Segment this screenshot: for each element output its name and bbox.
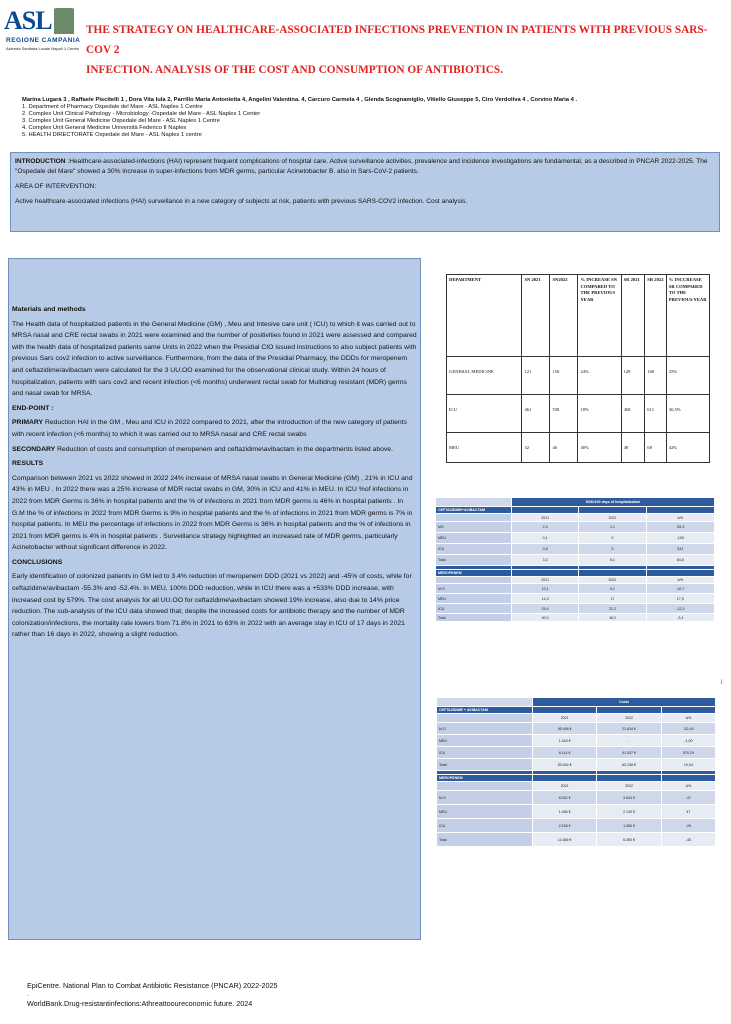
table-cell: 19,04 <box>661 759 715 771</box>
table-cell: MEU <box>436 533 512 544</box>
table-cell: 3.634 € <box>597 791 661 805</box>
table-cell: Total <box>437 759 533 771</box>
secondary-paragraph <box>12 444 417 456</box>
logo-azienda-text: Azienda Sanitaria Locale Napoli 1 Centro <box>6 46 80 51</box>
asl-logo <box>4 6 81 60</box>
table-row <box>447 433 710 463</box>
table-cell: 2021 <box>533 782 597 791</box>
table-cell: 48 <box>621 433 645 463</box>
conclusions-text: Early identification of colonized patients in GM led to 3.4% reduction of meropenem DDD (2021 vs 2022) and -45% of costs, while for ceftazidime/avibactam -55.3% and -52.4%. In MEU, 100% DDD reduction, while in ICU there was a +533% DDD increase, with increased cost by 579%. The cost analysis for all UU.OO for ceftazidime\avibactam showed 19% increase, also due to 14% price reduction. The sub-analysis of the ICU data showed that, despite the increased costs for antibiotic therapy and the number of MDR colonization/infections, the mortality rate lowers from 71.8% in 2021 to 63% in 2022 with an average stay in ICU of 17 days in 2021 rather than 16 days in 2022, showing a slight reduction. <box>12 573 412 639</box>
ddd-table <box>435 497 715 622</box>
table-cell: 22,2 <box>579 604 646 614</box>
main-column <box>8 258 421 940</box>
table-cell: 68 <box>645 433 667 463</box>
table-cell: 2021 <box>512 577 579 584</box>
table-cell: Total <box>436 614 512 622</box>
table-cell: -10,7 <box>646 584 714 594</box>
table-row <box>436 514 715 522</box>
cost-table <box>436 697 716 847</box>
table-cell: ICU <box>436 604 512 614</box>
table-row <box>436 614 715 622</box>
table-cell: -47 <box>661 791 715 805</box>
intro-text: :Healthcare-associated-infections (HAI) represent frequent complications of hospital care. Active surveillance activities, prevalence and incidence investigations are fundamental, as a described in PNCAR 2022-2025. The "Ospedale del Mare" showed a 30% increase in super-infections from MDR germs, particular Acinetobacter B. also in Sars-CoV-2 patients. <box>15 158 708 175</box>
table-cell: 63.158 € <box>597 759 661 771</box>
table-cell: M.G <box>437 791 533 805</box>
table-row <box>437 819 716 833</box>
primary-paragraph <box>12 417 417 440</box>
table-cell: 40% <box>578 433 621 463</box>
table-cell: 1.443 € <box>533 735 597 747</box>
table-cell: -52,49 <box>661 723 715 735</box>
table-row <box>437 747 716 759</box>
table-cell: 42% <box>666 433 709 463</box>
table-row <box>437 714 716 723</box>
table-cell: 2.139 € <box>597 805 661 819</box>
table-header-cell: % INCCREASE SR COMPARED TO THE PREVIOUS YEAR <box>666 275 709 357</box>
table-cell: -3,4 <box>646 614 714 622</box>
table-cell: 14,3 <box>512 594 579 604</box>
table-cell: 160 <box>645 357 667 395</box>
table-cell: 2.158 € <box>533 819 597 833</box>
table-cell: 533 <box>646 544 714 555</box>
table-cell: 1.586 € <box>597 819 661 833</box>
table-cell: 2022 <box>597 714 661 723</box>
table-cell: MG <box>436 522 512 533</box>
ddd-group-row <box>436 570 715 577</box>
table-cell: 2021 <box>533 714 597 723</box>
table-cell: 128 <box>621 357 645 395</box>
table-row <box>447 395 710 433</box>
table-header-cell: DEPARTMENT <box>447 275 522 357</box>
table-row <box>447 357 710 395</box>
table-cell: 18% <box>578 395 621 433</box>
table-cell: - <box>597 735 661 747</box>
table-cell: MEU <box>447 433 522 463</box>
table-header-cell: SN 2021 <box>522 275 550 357</box>
table-cell: 6.114 € <box>533 747 597 759</box>
table-cell: 21.634 € <box>597 723 661 735</box>
area-label: AREA OF INTERVENTION: <box>15 183 97 190</box>
conclusions-title: CONCLUSIONS <box>12 558 63 566</box>
table-cell: 0,1 <box>512 533 579 544</box>
table-cell: 41.537 € <box>597 747 661 759</box>
results-text: Comparison between 2021 vs 2022 showed in 2022 24% increase of MRSA nasal swabs in General Medicine (GM) , 21% in ICU and 43% in MEU . In 2022 there was a 25% increase of MDR rectal swabs in GM, 30% in ICU and 41% in MEU. In ICU %of infections in 2022 from MDR Germs is 36% in hospital patients and the % of infections in 2021 from MDR germs is 46% in hospital patients . In G.M the % of infections in 2022 from MDR Germs is 9% in hospital patients and the % of infections in 2021 from MDR germs is 7% in hospital patients. In MEU the percentage of infections in 2022 from MDR Germs is 36% in hospital patients and the % of infections in 2021 from MDR germs is 4% in hospital patients . Surveillance strategy highlighted an increased rate of MDR germs, particularly Acinetobacter without significant difference in 2022. <box>12 474 413 552</box>
affiliation: 3. Complex Unit General Medicine Ospedale del Mare - ASL Naples 1 Centre <box>22 117 220 124</box>
table-cell: MEU <box>437 805 533 819</box>
ddd-group-name: CEFTAZIDIME+AVIBACTAM <box>436 507 512 514</box>
reference-separator: . <box>27 992 29 998</box>
table-cell: 558 <box>550 395 578 433</box>
intro-paragraph <box>15 157 715 177</box>
results-title: RESULTS <box>12 460 44 468</box>
cost-group-name: CEFTAZIDIME + AVIBACTAM <box>437 707 533 714</box>
department-table <box>446 274 710 463</box>
logo-asl-text: ASL <box>4 6 52 35</box>
cost-table-title: Costs <box>533 698 716 707</box>
methods-title: Materials and methods <box>12 306 86 313</box>
table-cell: 10,1 <box>512 584 579 594</box>
affiliation: 4. Complex Unit General Medicine Università Federico II Naples <box>22 124 187 131</box>
table-row <box>437 833 716 847</box>
table-row <box>437 723 716 735</box>
table-cell: 3,3 <box>512 555 579 566</box>
cost-title-row <box>437 698 716 707</box>
table-cell: Δ% <box>646 514 714 522</box>
ddd-group-row <box>436 507 715 514</box>
table-header-cell: SR 2022 <box>645 275 667 357</box>
table-cell: ICU <box>436 544 512 555</box>
table-header-row <box>447 275 710 357</box>
table-header-cell: SR 2021 <box>621 275 645 357</box>
secondary-label: SECONDARY <box>12 445 56 453</box>
table-cell: 32 <box>522 433 550 463</box>
table-cell: M.G <box>437 723 533 735</box>
table-cell: 121 <box>522 357 550 395</box>
logo-tower-icon <box>54 8 74 34</box>
endpoint-title: END-POINT : <box>12 404 54 412</box>
author-names: Marina Lugarà 3 , Raffaele Piscitelli 1 , Dora Vita Iula 2, Parrillo Maria Antonietta 4, Angelini Valentina. 4, Carcuro Carmela 4 , Glenda Scognamiglio, Vitiello Giuseppe 5, Ciro Verdoliva 4 , Corvino Maria 4 . <box>22 97 578 103</box>
table-cell: 5 <box>579 544 646 555</box>
table-cell: GENERAL MEDICINE <box>447 357 522 395</box>
ddd-title-row <box>436 498 715 507</box>
affiliation: 5. HEALTH DIRECTORATE Ospedale del Mare - ASL Naples 1 centre <box>22 131 202 138</box>
table-cell: -55,3 <box>646 522 714 533</box>
table-cell: 2021 <box>512 514 579 522</box>
table-cell: 150 <box>550 357 578 395</box>
table-row <box>436 594 715 604</box>
table-cell: 2022 <box>579 577 646 584</box>
table-row <box>436 544 715 555</box>
table-cell: 579,29 <box>661 747 715 759</box>
table-cell: 461 <box>522 395 550 433</box>
ddd-table-title: DDD/100 days of hospitalization <box>512 498 715 507</box>
table-cell: 48,3 <box>579 614 646 622</box>
table-cell: 0 <box>579 533 646 544</box>
table-cell: 45.498 € <box>533 723 597 735</box>
table-cell: 24% <box>578 357 621 395</box>
table-cell: 47 <box>661 805 715 819</box>
table-cell: Total <box>437 833 533 847</box>
reference-item: WorldBank.Drug-resistantinfections:Athreattooureconomic future. 2024 <box>27 999 253 1008</box>
table-cell: 8.052 € <box>533 791 597 805</box>
table-cell: 2,4 <box>512 522 579 533</box>
cost-group-row <box>437 775 716 782</box>
table-header-cell: % INCREASE SN COMPARED TO THE PREVIOUS YEAR <box>578 275 621 357</box>
table-cell: Total <box>436 555 512 566</box>
intro-label: INTRODUCTION <box>15 158 66 165</box>
authors-block <box>22 97 712 138</box>
table-cell: 30,5% <box>666 395 709 433</box>
table-row <box>436 577 715 584</box>
table-cell: 25% <box>666 357 709 395</box>
table-cell: M.G <box>436 584 512 594</box>
table-cell: 1.456 € <box>533 805 597 819</box>
table-cell: -100 <box>646 533 714 544</box>
table-cell: MEU <box>437 735 533 747</box>
table-cell: ICU <box>437 819 533 833</box>
table-row <box>436 555 715 566</box>
reference-item: EpiCentre. National Plan to Combat Antibiotic Resistance (PNCAR) 2022-2025 <box>27 981 278 990</box>
table-cell: 611 <box>645 395 667 433</box>
table-cell: 46 <box>550 433 578 463</box>
table-row <box>437 805 716 819</box>
table-cell: 53.054 € <box>533 759 597 771</box>
affiliation: 2. Complex Unit Clinical Pathology - Microbiology -Ospedale del Mare - ASL Naples 1 Center <box>22 110 261 117</box>
table-cell: -26 <box>661 819 715 833</box>
table-row <box>437 782 716 791</box>
table-row <box>437 735 716 747</box>
table-cell: 11.666 € <box>533 833 597 847</box>
primary-text: Reduction HAI in the GM , Meu and ICU in 2022 compared to 2021, after the introduction of the new category of patients with recent infection (<6 months) to which it was carried out to MRSA nasal and CRE rectal swabs <box>12 419 407 438</box>
ddd-group-name: MEROPENEM <box>436 570 512 577</box>
table-row <box>437 791 716 805</box>
introduction-box <box>10 152 720 232</box>
table-row <box>436 604 715 614</box>
table-cell: 468 <box>621 395 645 433</box>
methods-text: The Health data of hospitalized patients in the General Medicine (GM) , Meu and Intesive care unit ( ICU) to which it was carried out to MRSA nasal and CRE rectal swabs in 2021 were examined and the number of positivities found in 2021 were assessed and compared with the health data of hospitalized patients same Units in 2022 when the Presidial CIO issued instructions to also subject patients with previous Sars cov2 infection to active surveillance. Furthermore, from the data of the Presidial Pharmacy, the DDDs for meropenem and ceftazidime/avibactam were calculated for the 3 UU.OO examined for the observational clinical study. Within 24 hours of hospitalization, patients with sars cov2 and recent infection (<6 months) underwent rectal swab for Multidrug resistant (MDR) germs and nasal swab for MRSA. <box>12 320 417 398</box>
table-cell: 6.360 € <box>597 833 661 847</box>
table-cell: ICU <box>447 395 522 433</box>
table-cell: ICU <box>437 747 533 759</box>
title-line-1: THE STRATEGY ON HEALTHCARE-ASSOCIATED INFECTIONS PREVENTION IN PATIENTS WITH PREVIOUS SARS-COV 2 <box>86 24 708 56</box>
table-cell: 50,0 <box>512 614 579 622</box>
primary-label: PRIMARY <box>12 419 44 427</box>
table-header-cell: SN2022 <box>550 275 578 357</box>
title-line-2: INFECTION. ANALYSIS OF THE COST AND CONSUMPTION OF ANTIBIOTICS. <box>86 64 504 76</box>
table-row <box>436 584 715 594</box>
table-cell: 25,4 <box>512 604 579 614</box>
secondary-text: Reduction of costs and consumption of meropenem and ceftazidime\avibactam in the departments listed above. <box>55 445 393 453</box>
table-cell: 2022 <box>597 782 661 791</box>
affiliation: 1. Department of Pharmacy Ospedale del Mare - ASL Naples 1 Centre <box>22 103 203 110</box>
area-text: Active healthcare-associated infections (HAI) surveillance in a new category of subjects at risk, patients with previous SARS-COV2 infection. Cost analysis. <box>15 198 468 205</box>
table-cell: -12,3 <box>646 604 714 614</box>
table-cell: -1,00 <box>661 735 715 747</box>
cost-group-row <box>437 707 716 714</box>
table-cell: 84,8 <box>646 555 714 566</box>
table-cell: Δ% <box>646 577 714 584</box>
logo-region-text: REGIONE CAMPANIA <box>6 37 81 44</box>
table-cell: Δ% <box>661 714 715 723</box>
table-cell: -45 <box>661 833 715 847</box>
table-cell: 9,1 <box>579 584 646 594</box>
cost-group-name: MEROPENEM <box>437 775 533 782</box>
poster-title <box>86 20 726 80</box>
table-cell: 2022 <box>579 514 646 522</box>
side-mark: i <box>721 680 723 686</box>
table-cell: MEU <box>436 594 512 604</box>
table-cell: 17 <box>579 594 646 604</box>
table-cell: 0,8 <box>512 544 579 555</box>
table-row <box>436 522 715 533</box>
table-cell: 17,5 <box>646 594 714 604</box>
table-cell: 6,1 <box>579 555 646 566</box>
table-cell: 1,1 <box>579 522 646 533</box>
table-cell: Δ% <box>661 782 715 791</box>
table-row <box>437 759 716 771</box>
references <box>27 980 717 1010</box>
table-row <box>436 533 715 544</box>
